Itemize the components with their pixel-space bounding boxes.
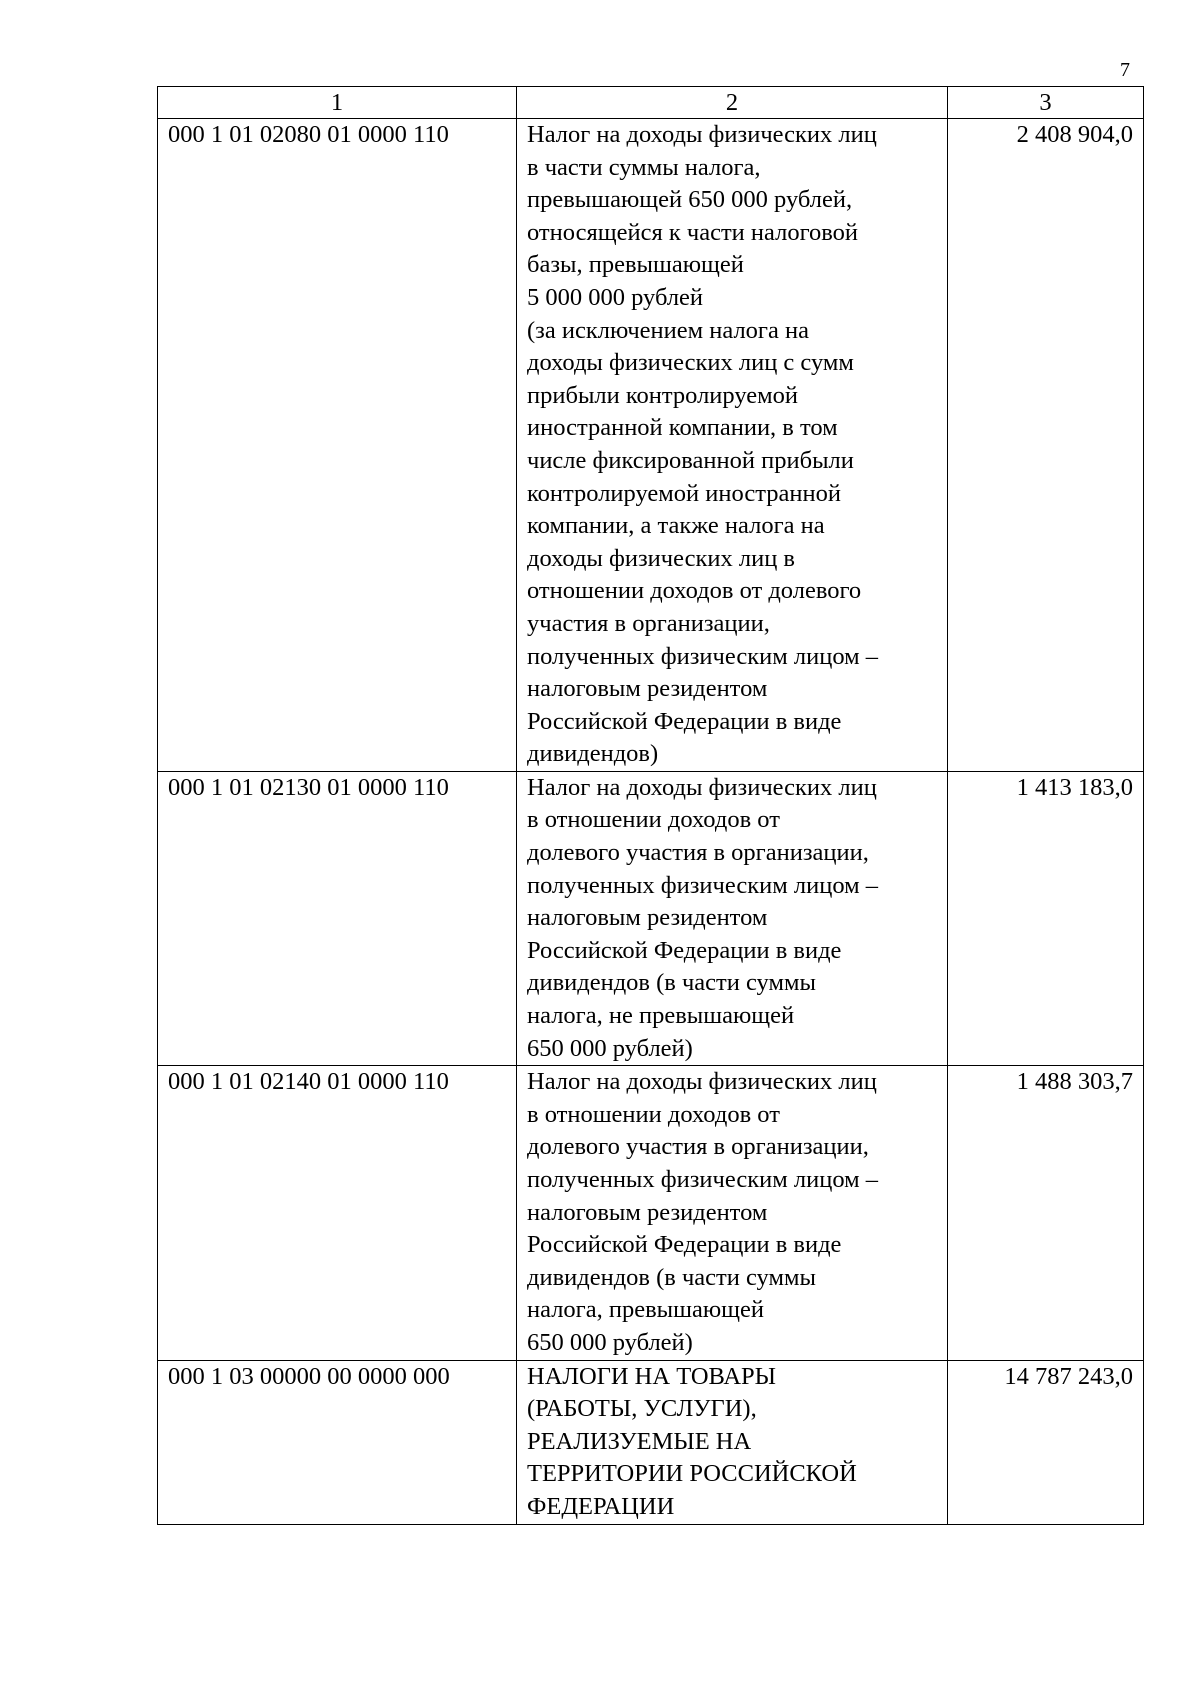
budget-code-cell: 000 1 01 02140 01 0000 110 [158, 1066, 517, 1360]
column-number-row [158, 87, 1144, 119]
amount-cell: 1 488 303,7 [948, 1066, 1144, 1360]
budget-code-cell: 000 1 01 02080 01 0000 110 [158, 119, 517, 772]
table-row [158, 1360, 1144, 1524]
column-number-header: 2 [517, 87, 948, 119]
table-row [158, 119, 1144, 772]
table-row [158, 771, 1144, 1065]
description-cell: Налог на доходы физических лиц в части суммы налога, превышающей 650 000 рублей, относящейся к части налоговой базы, превышающей 5 000 000 рублей (за исключением налога на доходы физических лиц с сумм прибыли контролируемой иностранной компании, в том числе фиксированной прибыли контролируемой иностранной компании, а также налога на доходы физических лиц в отношении доходов от долевого участия в организации, полученных физическим лицом – налоговым резидентом Российской Федерации в виде дивидендов) [517, 119, 948, 772]
budget-code-cell: 000 1 03 00000 00 0000 000 [158, 1360, 517, 1524]
description-cell: НАЛОГИ НА ТОВАРЫ (РАБОТЫ, УСЛУГИ), РЕАЛИЗУЕМЫЕ НА ТЕРРИТОРИИ РОССИЙСКОЙ ФЕДЕРАЦИИ [517, 1360, 948, 1524]
budget-table [157, 86, 1144, 1525]
amount-cell: 14 787 243,0 [948, 1360, 1144, 1524]
description-cell: Налог на доходы физических лиц в отношении доходов от долевого участия в организации, полученных физическим лицом – налоговым резидентом Российской Федерации в виде дивидендов (в части суммы налога, не превышающей 650 000 рублей) [517, 771, 948, 1065]
amount-cell: 2 408 904,0 [948, 119, 1144, 772]
page-number: 7 [1120, 59, 1130, 81]
column-number-header: 3 [948, 87, 1144, 119]
amount-cell: 1 413 183,0 [948, 771, 1144, 1065]
column-number-header: 1 [158, 87, 517, 119]
budget-code-cell: 000 1 01 02130 01 0000 110 [158, 771, 517, 1065]
table-row [158, 1066, 1144, 1360]
description-cell: Налог на доходы физических лиц в отношении доходов от долевого участия в организации, полученных физическим лицом – налоговым резидентом Российской Федерации в виде дивидендов (в части суммы налога, превышающей 650 000 рублей) [517, 1066, 948, 1360]
